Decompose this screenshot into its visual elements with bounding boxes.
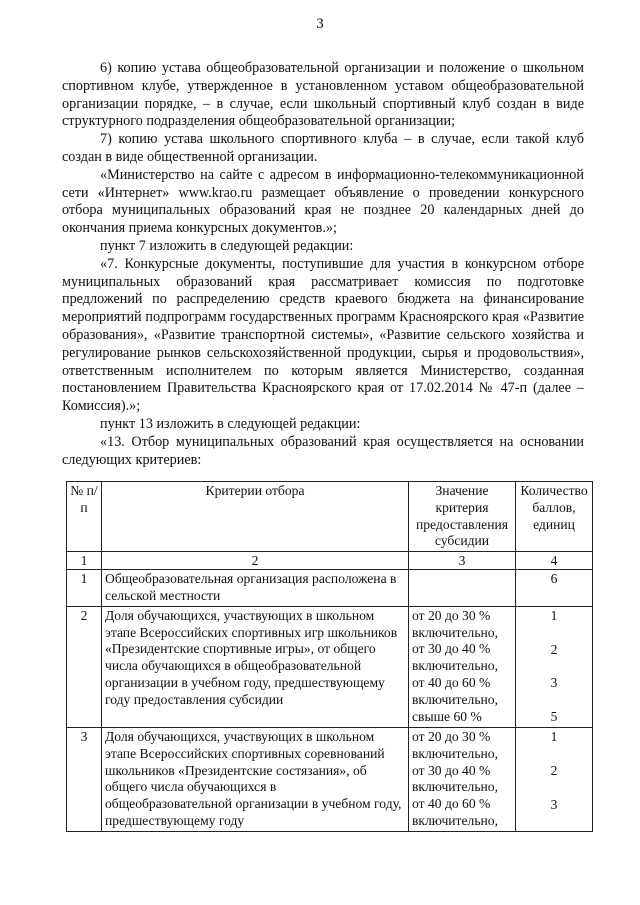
paragraph-item-6: 6) копию устава общеобразовательной организации и положение о школьном спортивном клубе, утвержденное в установленном уставом общеобразовательной организации порядке, – в случае, если школьный спортивный клуб создан в виде структурного подразделения общеобразовательной организации; bbox=[62, 60, 584, 130]
row-value bbox=[409, 606, 516, 727]
value-range: от 20 до 30 % включительно, bbox=[412, 607, 498, 640]
header-points: Количество баллов, единиц bbox=[516, 482, 593, 552]
row-criteria: Общеобразовательная организация расположена в сельской местности bbox=[102, 570, 409, 607]
points-value: 1 bbox=[550, 728, 558, 744]
page-number: 3 bbox=[316, 16, 324, 32]
row-num: 1 bbox=[67, 570, 102, 607]
points-value: 3 bbox=[550, 796, 558, 812]
row-points bbox=[516, 727, 593, 831]
points-value: 5 bbox=[550, 709, 558, 725]
paragraph-point-13-intro: пункт 13 изложить в следующей редакции: bbox=[100, 415, 361, 432]
row-num: 3 bbox=[67, 727, 102, 831]
column-number: 4 bbox=[516, 552, 593, 570]
column-number: 3 bbox=[409, 552, 516, 570]
row-points bbox=[516, 570, 593, 607]
table-header-row bbox=[67, 482, 593, 552]
header-value: Значение критерия предоставления субсидии bbox=[409, 482, 516, 552]
paragraph-point-13-text: «13. Отбор муниципальных образований края осуществляется на основании следующих критериев: bbox=[62, 433, 584, 468]
row-criteria: Доля обучающихся, участвующих в школьном этапе Всероссийских спортивных игр школьников «Президентские спортивные игры», от общего числа обучающихся в общеобразовательной организации в учебном году, предшествующему году предоставления субсидии bbox=[102, 606, 409, 727]
row-points bbox=[516, 606, 593, 727]
points-value: 3 bbox=[550, 675, 558, 691]
points-value: 2 bbox=[550, 762, 558, 778]
value-range: от 40 до 60 % включительно, bbox=[412, 796, 498, 828]
column-number: 2 bbox=[102, 552, 409, 570]
row-value bbox=[409, 570, 516, 607]
paragraph-ministry-announcement: «Министерство на сайте с адресом в информационно-телекоммуникационной сети «Интернет» www.krao.ru размещает объявление о проведении конкурсного отбора муниципальных образований края не позднее 20 календарных дней до окончания приема конкурсных документов.»; bbox=[62, 166, 584, 237]
value-range: от 40 до 60 % включительно, bbox=[412, 674, 498, 707]
table-row bbox=[67, 727, 593, 831]
body-text bbox=[62, 60, 584, 469]
column-number-row bbox=[67, 552, 593, 570]
value-range: от 30 до 40 % включительно, bbox=[412, 641, 498, 674]
paragraph-item-7: 7) копию устава школьного спортивного клуба – в случае, если такой клуб создан в виде общественной организации. bbox=[62, 131, 584, 165]
value-range: от 20 до 30 % включительно, bbox=[412, 728, 498, 761]
points-value: 6 bbox=[550, 571, 558, 587]
value-range: от 30 до 40 % включительно, bbox=[412, 762, 498, 795]
header-criteria: Критерии отбора bbox=[102, 482, 409, 552]
row-criteria: Доля обучающихся, участвующих в школьном этапе Всероссийских спортивных соревнований школьников «Президентские состязания», об общего числа обучающихся в общеобразовательной организации в учебном году, предшествующему году bbox=[102, 727, 409, 831]
column-number: 1 bbox=[67, 552, 102, 570]
row-value bbox=[409, 727, 516, 831]
table-row bbox=[67, 606, 593, 727]
value-range: свыше 60 % bbox=[412, 708, 482, 724]
row-num: 2 bbox=[67, 606, 102, 727]
criteria-table bbox=[66, 481, 593, 832]
points-value: 1 bbox=[550, 607, 558, 623]
header-num: № п/п bbox=[67, 482, 102, 552]
table-row bbox=[67, 570, 593, 607]
points-value: 2 bbox=[550, 641, 558, 657]
paragraph-point-7-intro: пункт 7 изложить в следующей редакции: bbox=[100, 237, 354, 254]
paragraph-point-7-text: «7. Конкурсные документы, поступившие для участия в конкурсном отборе муниципальных образований края рассматривает комиссия по подготовке предложений по распределению средств краевого бюджета на финансирование мероприятий подпрограмм государственных программ Красноярского края «Развитие образования», «Развитие транспортной системы», «Развитие сельского хозяйства и регулирование рынков сельскохозяйственной продукции, сырья и продовольствия», ответственным исполнителем по которым является Министерство, созданная постановлением Правительства Красноярского края от 17.02.2014 № 47-п (далее – Комиссия).»; bbox=[62, 255, 584, 415]
